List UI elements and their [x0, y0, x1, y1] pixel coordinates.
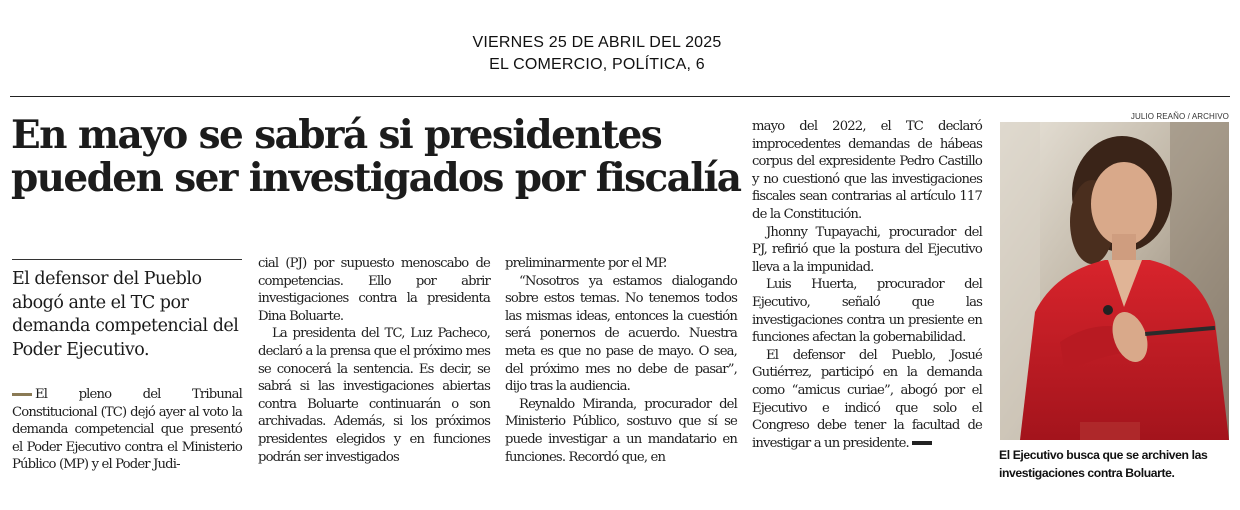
paragraph-2-end: preliminarmente por el MP.: [505, 256, 667, 271]
paragraph-4-end: mayo del 2022, el TC declaró improcedentes demandas de hábeas corpus del expresidente Pedro Castillo y no cuestionó que las investigaciones fiscales sean contrarias al artículo 117 de la Constitución.: [752, 119, 982, 222]
paragraph-6: Luis Huerta, procurador del Ejecutivo, señaló que las investigaciones contra un presiente en funciones afectan la gobernabilidad.: [752, 277, 982, 346]
deck-rule: [12, 259, 242, 260]
body-column-3: [505, 255, 737, 466]
paragraph-1-end: cial (PJ) por supuesto menoscabo de competencias. Ello por abrir investigaciones contra la presidenta Dina Boluarte.: [258, 256, 490, 324]
paragraph-5: Jhonny Tupayachi, procurador del PJ, refirió que la postura del Ejecutivo lleva a la impunidad.: [752, 224, 982, 275]
headline: En mayo se sabrá si presidentes pueden ser investigados por fiscalía: [11, 112, 741, 201]
dateline-date: VIERNES 25 DE ABRIL DEL 2025: [472, 34, 722, 51]
article-photo: [1000, 122, 1229, 440]
lead-bar: [12, 393, 32, 396]
top-rule: [10, 96, 1230, 97]
body-column-1: [12, 386, 242, 474]
photo-illustration: [1000, 122, 1229, 440]
paragraph-2: La presidenta del TC, Luz Pacheco, declaró a la prensa que el próximo mes se conocerá la sentencia. Es decir, se sabrá si las investigaciones abiertas contra Boluarte continuarán o son archivadas. Además, si los próximos presidentes elegidos y en funciones podrán ser investigados: [258, 326, 490, 465]
deck: El defensor del Pueblo abogó ante el TC por demanda competencial del Poder Ejecutivo.: [12, 269, 239, 360]
dateline: [0, 32, 1194, 76]
body-column-4: [752, 118, 982, 452]
photo-credit: JULIO REAÑO / ARCHIVO: [1130, 112, 1229, 121]
end-mark: [912, 441, 932, 445]
body-column-2: [258, 255, 490, 466]
paragraph-4: Reynaldo Miranda, procurador del Ministerio Público, sostuvo que sí se puede investigar a un mandatario en funciones. Recordó que, en: [505, 396, 737, 465]
photo-caption: El Ejecutivo busca que se archiven las investigaciones contra Boluarte.: [999, 448, 1208, 480]
paragraph-text: El pleno del Tribunal Constitucional (TC) dejó ayer al voto la demanda competencial que presentó el Poder Ejecutivo contra el Ministerio Público (MP) y el Poder Judi-: [12, 387, 242, 473]
dateline-section: EL COMERCIO, POLÍTICA, 6: [489, 56, 705, 73]
paragraph-1-start: [12, 386, 242, 474]
paragraph-text: El defensor del Pueblo, Josué Gutiérrez, participó en la demanda como “amicus curiae”, abogó por el Ejecutivo e indicó que solo el Congreso debe tener la facultad de investigar a un presidente.: [752, 347, 982, 451]
paragraph-3-quote: “Nosotros ya estamos dialogando sobre estos temas. No tenemos todos las mismas ideas, entonces la cuestión será ponernos de acuerdo. Nuestra meta es que no pase de mayo. O sea, del próximo mes no debe de pasar”, dijo tras la audiencia.: [505, 273, 737, 395]
paragraph-7: [752, 347, 982, 453]
